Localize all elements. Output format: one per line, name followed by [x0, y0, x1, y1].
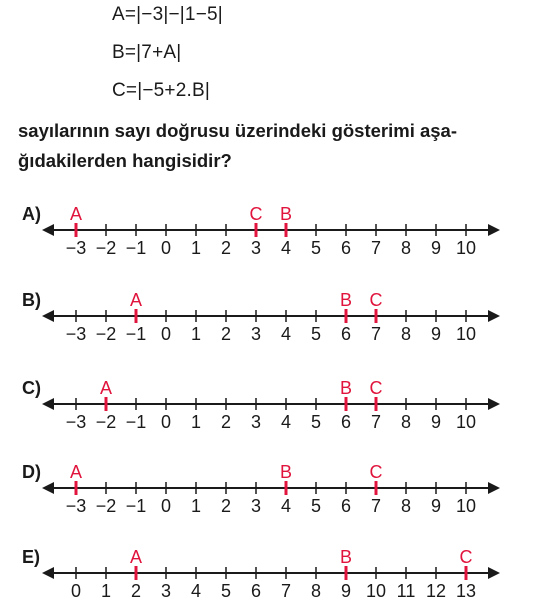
tick-label: 12 [425, 581, 447, 601]
tick-label: −2 [95, 238, 117, 258]
tick-label: 0 [160, 238, 172, 258]
tick-label: 4 [190, 581, 202, 601]
number-line-d [0, 463, 543, 523]
definition-b: B=|7+A| [112, 42, 182, 63]
point-label: B [279, 204, 293, 224]
number-line-c [0, 379, 543, 439]
tick-label: 9 [430, 412, 442, 432]
tick-label: 3 [160, 581, 172, 601]
tick-label: 6 [340, 238, 352, 258]
question-line-2: ğıdakilerden hangisidir? [18, 150, 232, 171]
option-e-label[interactable]: E) [22, 547, 40, 567]
tick-label: 8 [310, 581, 322, 601]
axis-right-arrow [488, 482, 500, 494]
point-label: A [69, 204, 83, 224]
tick-label: 1 [190, 496, 202, 516]
tick-label: 10 [455, 496, 477, 516]
point-label: B [339, 378, 353, 398]
tick-label: 10 [455, 324, 477, 344]
tick-label: −2 [95, 412, 117, 432]
tick-label: −1 [125, 238, 147, 258]
tick-label: 2 [130, 581, 142, 601]
tick-label: 0 [160, 412, 172, 432]
number-line-a [0, 205, 543, 265]
point-label: B [279, 462, 293, 482]
tick-label: 2 [220, 324, 232, 344]
tick-label: 11 [396, 581, 416, 601]
tick-label: 5 [310, 238, 322, 258]
tick-label: −1 [125, 324, 147, 344]
point-label: C [249, 204, 263, 224]
point-label: C [369, 462, 383, 482]
tick-label: 5 [220, 581, 232, 601]
option-a-label[interactable]: A) [22, 204, 41, 224]
number-line-b [0, 291, 543, 351]
point-label: C [369, 378, 383, 398]
point-label: C [459, 547, 473, 567]
tick-label: 7 [280, 581, 292, 601]
tick-label: 9 [430, 324, 442, 344]
tick-label: 0 [160, 324, 172, 344]
tick-label: 6 [340, 496, 352, 516]
tick-label: 5 [310, 412, 322, 432]
question-line-1: sayılarının sayı doğrusu üzerindeki gösterimi aşa- [18, 120, 458, 141]
tick-label: −2 [95, 324, 117, 344]
tick-label: 1 [100, 581, 112, 601]
axis-left-arrow [42, 482, 54, 494]
tick-label: 6 [340, 324, 352, 344]
tick-label: 8 [400, 324, 412, 344]
axis-left-arrow [42, 398, 54, 410]
tick-label: 8 [400, 412, 412, 432]
tick-label: 4 [280, 324, 292, 344]
tick-label: −3 [65, 238, 87, 258]
tick-label: 9 [430, 496, 442, 516]
tick-label: 13 [455, 581, 477, 601]
tick-label: 9 [430, 238, 442, 258]
definition-a: A=|−3|−|1−5| [112, 4, 223, 25]
tick-label: 9 [340, 581, 352, 601]
tick-label: 10 [365, 581, 387, 601]
tick-label: 3 [250, 412, 262, 432]
tick-label: 6 [250, 581, 262, 601]
point-label: A [99, 378, 113, 398]
tick-label: 5 [310, 496, 322, 516]
point-label: B [339, 547, 353, 567]
point-label: A [129, 290, 143, 310]
tick-label: 4 [280, 412, 292, 432]
axis-right-arrow [488, 567, 500, 579]
axis-left-arrow [42, 224, 54, 236]
axis-left-arrow [42, 567, 54, 579]
axis-right-arrow [488, 398, 500, 410]
definition-c: C=|−5+2.B| [112, 80, 210, 101]
tick-label: 1 [190, 324, 202, 344]
question-text [18, 116, 538, 176]
option-d-label[interactable]: D) [22, 462, 41, 482]
tick-label: 3 [250, 324, 262, 344]
tick-label: 2 [220, 238, 232, 258]
tick-label: −2 [95, 496, 117, 516]
tick-label: 8 [400, 496, 412, 516]
tick-label: 7 [370, 496, 382, 516]
point-label: C [369, 290, 383, 310]
tick-label: 2 [220, 496, 232, 516]
option-b-label[interactable]: B) [22, 290, 41, 310]
point-label: A [129, 547, 143, 567]
tick-label: −3 [65, 412, 87, 432]
tick-label: −1 [125, 412, 147, 432]
tick-label: −3 [65, 324, 87, 344]
tick-label: 7 [370, 238, 382, 258]
number-line-e [0, 548, 543, 608]
axis-right-arrow [488, 224, 500, 236]
option-c-label[interactable]: C) [22, 378, 41, 398]
tick-label: −1 [125, 496, 147, 516]
point-label: A [69, 462, 83, 482]
axis-left-arrow [42, 310, 54, 322]
tick-label: −3 [65, 496, 87, 516]
tick-label: 5 [310, 324, 322, 344]
tick-label: 4 [280, 496, 292, 516]
tick-label: 8 [400, 238, 412, 258]
tick-label: 1 [190, 412, 202, 432]
tick-label: 4 [280, 238, 292, 258]
axis-right-arrow [488, 310, 500, 322]
point-label: B [339, 290, 353, 310]
tick-label: 7 [370, 324, 382, 344]
tick-label: 10 [455, 238, 477, 258]
tick-label: 6 [340, 412, 352, 432]
tick-label: 10 [455, 412, 477, 432]
tick-label: 2 [220, 412, 232, 432]
tick-label: 3 [250, 496, 262, 516]
tick-label: 7 [370, 412, 382, 432]
tick-label: 0 [70, 581, 82, 601]
tick-label: 3 [250, 238, 262, 258]
tick-label: 0 [160, 496, 172, 516]
tick-label: 1 [190, 238, 202, 258]
